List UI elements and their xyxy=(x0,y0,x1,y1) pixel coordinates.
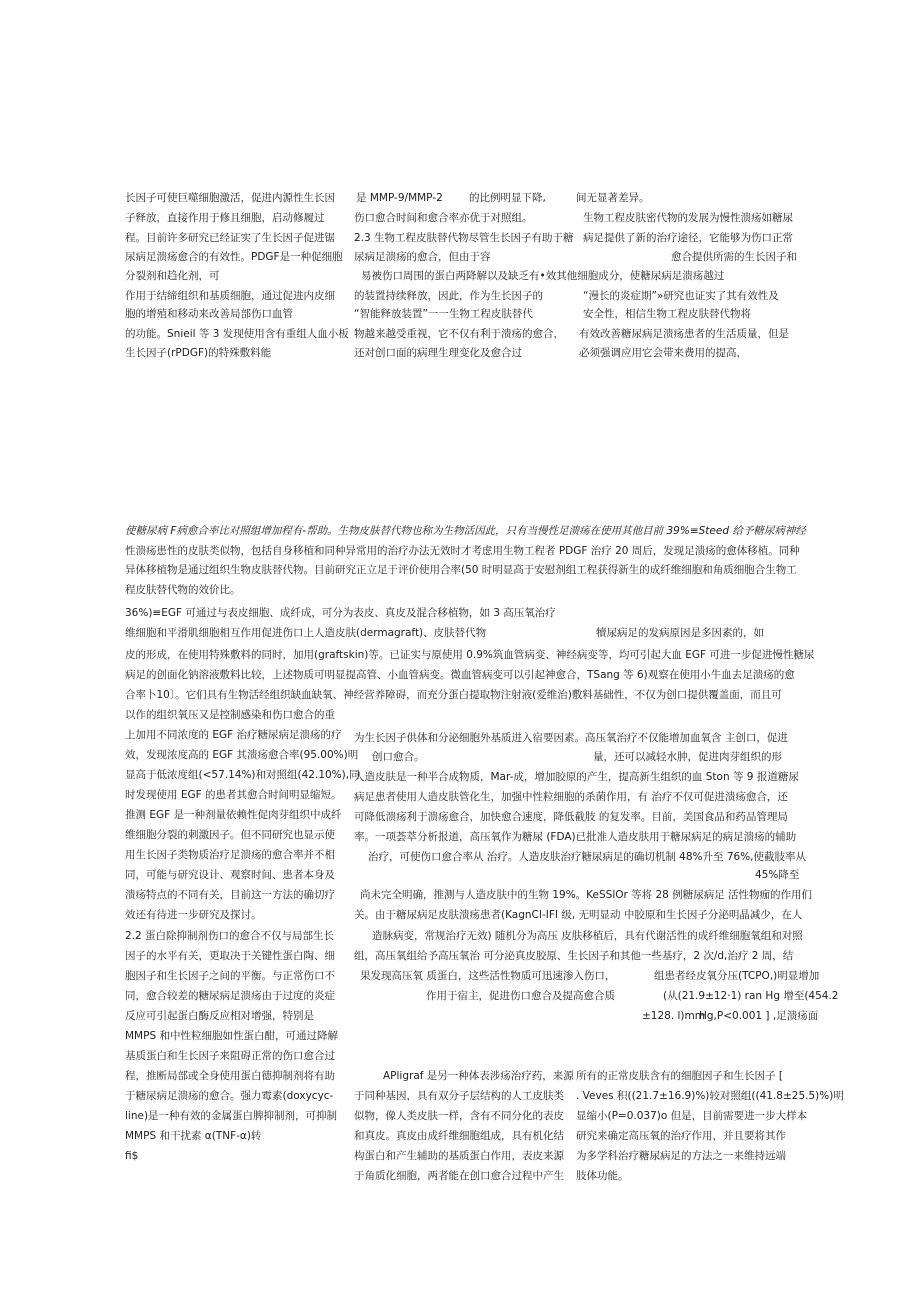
text-line: 为多学科治疗糖尿病足的方法之一来维持远端 xyxy=(576,1150,786,1162)
text-line: 病足患者使用人造皮肤管化生，加强中性粒细胞的杀菌作用，有 治疗不仅可促进溃疡愈合，还 xyxy=(354,791,788,803)
text-line: 2.3 生物工程皮肤替代物尽管生长因子有助于糖 xyxy=(354,232,574,244)
text-line: 构蛋白和产生辅助的基质蛋白作用，表皮来源 xyxy=(354,1150,564,1162)
text-line: . Veves 积((21.7±16.9)%)较对照组((41.8±25.5)%)明 xyxy=(576,1090,844,1102)
text-line: 程，推断局部或全身使用蛋白德抑制剂将有助 xyxy=(125,1070,335,1082)
text-line: “智能释放装置”一一生物工程皮肤替代 xyxy=(354,308,533,320)
text-line: 组患者经皮氧分压(TCPO,)明显增加 xyxy=(654,970,820,982)
text-line: 尿病足溃疡的愈合，但由于容 xyxy=(354,251,491,263)
text-line: 用生长因子类物质治疗足溃疡的愈合率并不相 xyxy=(125,849,335,861)
text-line: 为生长因子供体和分泌细胞外基质进入宿要因素。高压氧治疗不仅能增加血氧含 主创口，促进 xyxy=(354,732,788,744)
text-line: 研究来确定高压氧的治疗作用，并且要将其作 xyxy=(576,1130,786,1142)
text-line: 因子的水平有关，更取决于关键性蛋白陶、细 xyxy=(125,950,335,962)
text-line: 似物，像人类皮肤一样，含有不同分化的表皮 xyxy=(354,1110,564,1122)
text-line: 于糖尿病足溃疡的愈合。强力霉素(doxycyc- xyxy=(125,1090,334,1102)
text-line: 反应可引起蛋白酶反应相对增强，特别是 xyxy=(125,1010,314,1022)
text-line: 程。目前许多研究已经证实了生长因子促进锯 xyxy=(125,232,335,244)
text-line: 间无显著差异。 xyxy=(576,192,650,204)
text-line: 于同种基因，具有双分子层结构的人工皮肤类 xyxy=(354,1090,564,1102)
text-line: 程皮肤替代物的效价比。 xyxy=(125,584,241,596)
text-line: 作用于宿主，促进伤口愈合及提高愈合质 xyxy=(426,990,615,1002)
text-line: 必须强调应用它会带来费用的提高， xyxy=(579,347,747,359)
text-line: 肢体功能。 xyxy=(576,1170,629,1182)
text-line: 的比例明显下降, xyxy=(469,192,546,204)
text-line: 物越来越受重视，它不仅有利于溃疡的愈合， xyxy=(354,328,564,340)
text-line: 45%降至 xyxy=(755,869,800,881)
text-line: 尿病足溃疡愈合的有效性。PDGF是一种促细胞 xyxy=(125,251,343,263)
text-line: 所有的正常皮肤含有的细胞因子和生长因子 [ xyxy=(576,1070,783,1082)
text-line xyxy=(125,524,806,538)
text-line: 作用于结缔组织和基质细胞，通过促进内皮细 xyxy=(125,290,335,302)
text-line: 分裂剂和趋化剂，可 xyxy=(125,270,220,282)
text-line: 可降低溃疡利于溃疡愈合，加快愈合速度，降低截肢 的复发率。目前，美国食品和药品管理局 xyxy=(354,811,788,823)
text-line: “漫长的炎症期”»研究也证实了其有效性及 xyxy=(583,290,779,302)
text-line: 显高于低浓度组(<57.14%)和对照组(42.10%),同 xyxy=(125,769,360,781)
text-line: (从(21.9±12·1) ran Hg 增至(454.2 xyxy=(663,990,839,1002)
text-line: 创口愈合。 xyxy=(372,751,425,763)
text-line: 维细胞分裂的刺激因子。但不同研究也显示使 xyxy=(125,829,335,841)
text-line: 2.2 蛋白除抑制剂伤口的愈合不仅与局部生长 xyxy=(125,930,335,942)
text-line: 的功能。Snieil 等 3 发现使用含有重组人血小板 xyxy=(125,328,349,340)
text-line: 安全性，相信生物工程皮肤替代物将 xyxy=(583,308,751,320)
text-line: 生长因子(rPDGF)的特殊敷料能 xyxy=(125,347,272,359)
text-line: 效还有待进一步研究及探讨。 xyxy=(125,909,262,921)
text-line: 治疗，可使伤口愈合率从 治疗。人造皮肤治疗糖尿病足的确切机制 48%升至 76%,使截肢率从 xyxy=(368,851,807,863)
text-line: 以作的组织氧压又是控制感染和伤口愈合的重 xyxy=(125,709,335,721)
text-line: 人造皮肤是一种半合成物质，Mar-成，增加胶原的产生，提高新生组织的血 Ston 等 9 报道糖尿 xyxy=(354,771,799,783)
text-line: 易被伤口周围的蛋白两降解以及缺乏有•效其他细胞成分，使糖尿病足溃疡越过 xyxy=(361,270,725,282)
text-line: 伤口愈合时间和愈合率亦优于对照组。 xyxy=(354,212,533,224)
text-line: 组，高压氧组给予高压氧治 可分泌真皮胶原、生长因子和其他一些基疗，2 次/d,治疗 2 周，结 xyxy=(354,950,794,962)
text-line: 使糖尿病 F病愈合率比对照组增加程有-帮助。生物皮肤替代物也称为生物活因此，只有当慢性足溃疡在使用其他目前 39%≡Steed 给予糖尿病神经 xyxy=(125,525,806,537)
text-line: 的装置持续释放，因此，作为生长因子的 xyxy=(354,290,543,302)
text-line: 溃疡特点的不同有关，目前这一方法的确切疗 xyxy=(125,889,335,901)
text-line: 效，发现浓度高的 EGF 其溃疡愈合率(95.00%)明 xyxy=(125,749,359,761)
text-line: 是 MMP-9/MMP-2 xyxy=(356,192,443,204)
text-line: 推测 EGF 是一种剂量依赖性促肉芽组织中成纤 xyxy=(125,809,342,821)
text-line: 率。一项荟萃分析报道，高压氧作为糖尿 (FDA)已批准人造皮肤用于糖尿病足的病足溃疡的辅助 xyxy=(354,831,797,843)
text-line: MMPS 和干扰素 α(TNF-α)转 xyxy=(125,1130,262,1142)
text-line: 显缩小(P=0.037)o 但是，目前需要进一步大样本 xyxy=(576,1110,808,1122)
text-line: 基质蛋白和生长因子来阻碍正常的伤口愈合过 xyxy=(125,1050,335,1062)
text-line: 同，可能与研究设计、观察时间、患者本身及 xyxy=(125,869,335,881)
text-line: 有效改善糖尿病足溃疡患者的生活质量，但是 xyxy=(579,328,789,340)
text-line: 还对创口面的病理生理变化及愈合过 xyxy=(354,347,522,359)
text-line: 造脉病变，常规治疗无效) 随机分为高压 皮肤移植后，具有代谢活性的成纤维细胞氧组和对照 xyxy=(372,930,803,942)
text-line: fi$ xyxy=(125,1150,139,1162)
text-line: 于角质化细胞，两者能在创口愈合过程中产生 xyxy=(354,1170,564,1182)
text-line: 同，愈合较差的糖尿病足溃疡由于过度的炎症 xyxy=(125,990,335,1002)
text-line: ±128. l)mm xyxy=(642,1010,705,1022)
text-line: 病足的创面化钠溶液敷料比较，上述物质可明显提高管、小血管病变。微血管病变可以引起神愈合，TSang 等 6)观察在使用小牛血去足溃疡的愈 xyxy=(125,669,795,681)
text-line: 维细胞和平滑肌细胞相互作用促进伤口上人造皮肤(dermagraft)、皮肤替代物 xyxy=(125,627,487,639)
text-line: 关。由于糖尿病足皮肤溃疡患者(KagnCI-IFI 级, 无明显动 中胶原和生长因子分泌明晶减少，在人 xyxy=(354,909,803,921)
text-line: 皮的形成，在使用特殊敷料的同时，加用(graftskin)等。已证实与原使用 0.9%筑血管病变、神经病变等，均可引起大血 EGF 可进一步促进慢性糖尿 xyxy=(125,649,815,661)
text-line: APligraf 是另一种体表涉疡治疗药，来源 xyxy=(383,1070,574,1082)
text-line: 犢尿病足的发病原因是多因素的，如 xyxy=(596,627,764,639)
text-line: 时发现使用 EGF 的患者其愈合时间明显缩短。 xyxy=(125,789,342,801)
text-line: 子释放，直接作用于修且细胞，启动修履过 xyxy=(125,212,325,224)
text-line: 长因子可使巨噬细胞激活，促进内源性生长因 xyxy=(125,192,335,204)
text-line: 量，还可以减轻水肿，促进肉芽组织的形 xyxy=(593,751,782,763)
text-line: 尚未完全明确，推测与人造皮肤中的生物 19%。KeSSlOr 等将 28 例糖尿病足 活性物痂的作用们 xyxy=(360,889,813,901)
text-line: 36%)≡EGF 可通过与表皮细胞、成纤成，可分为表皮、真皮及混合移植物，如 3 高压氧治疗 xyxy=(125,607,556,619)
text-line: 生物工程皮肤密代物的发展为慢性溃疡如糖尿 xyxy=(583,212,793,224)
text-line: 和真皮。真皮由成纤维细胞组成，具有机化结 xyxy=(354,1130,564,1142)
text-line: 合率卜10〕。它们具有生物活经组织缺血缺氧、神经营养障碍，而充分蛋白提取物注射液(爱维治)敷料基础性，不仅为创口提供覆盖面，而且可 xyxy=(125,689,782,701)
text-line: 上加用不同浓度的 EGF 治疗糖尿病足溃疡的疗 xyxy=(125,729,342,741)
text-line: 异体移植物是通过组织生物皮肤替代物。目前研究正立足于评价使用合率(50 时明显高于安慰剂组工程获得新生的成纤维细胞和角质细胞合生物工 xyxy=(125,564,797,576)
text-line: 胞因子和生长因子之间的平衡。与正常伤口不 xyxy=(125,970,335,982)
text-line: 病足提供了新的治疗途径，它能够为伤口正常 xyxy=(583,232,793,244)
text-line: MMPS 和中性粒细胞如性蛋白酣，可通过降解 xyxy=(125,1030,338,1042)
text-line: 果发现高压氧 质蛋白，这些活性物质可迅速渗入伤口， xyxy=(360,970,616,982)
text-line: line)是一种有效的金属蛋白脾抑制剂，可抑制 xyxy=(125,1110,338,1122)
text-line: 愈合提供所需的生长因子和 xyxy=(671,251,797,263)
text-line: 性溃疡患性的皮肤类似物，包括自身移植和同种异常用的治疗办法无效时才考虑用生物工程者 PDGF 治疗 20 周后，发现足溃疡的愈体移植。同种 xyxy=(125,545,800,557)
text-line: Hg,P<0.001 ] ,足溃疡面 xyxy=(699,1010,819,1022)
text-line: 胞的增殖和移动来改善局部伤口血管 xyxy=(125,308,293,320)
